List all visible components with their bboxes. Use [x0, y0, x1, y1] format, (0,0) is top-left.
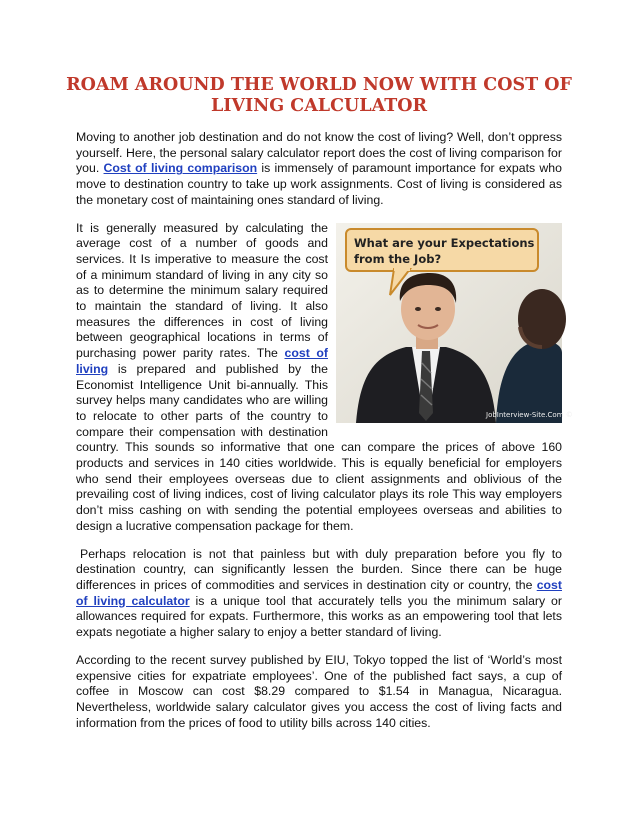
job-interview-image	[336, 223, 573, 423]
cost-of-living-calculator-link[interactable]: cost of living calculator	[76, 577, 562, 608]
paragraph-1-text-a: Moving to another job destination and do not know the cost of living? Well, don’t oppress yourself. Here, the personal salary calculator report does the cost of living comparison for you.	[76, 130, 562, 176]
paragraph-2-text-b: is prepared and published by the Economist Intelligence Unit bi-annually. This survey helps many candidates who are willing to relocate to other parts of the country to compare their compensation with destination country. This sounds so informative that one can compare the prices of above 160 products and services in 140 cities worldwide. This is equally beneficial for employers who send their employees overseas due to client assignments and oblivious of the prevailing cost of living indices, cost of living calculator plays its role This way employers don’t miss cashing on with sending the potential employees overseas and abilities to design a lucrative compensation package for them.	[76, 361, 562, 533]
bubble-line-2: from the Job?	[354, 251, 442, 266]
paragraph-1-text-b: is immensely of paramount importance for expats who move to destination country to take up work assignments. Cost of living is considered as the monetary cost of maintaining ones standard of living.	[76, 161, 562, 207]
cost-of-living-comparison-link[interactable]: Cost of living comparison	[103, 161, 258, 176]
paragraph-1	[76, 130, 562, 209]
paragraph-3-text-a: Perhaps relocation is not that painless but with duly preparation before you fly to destination country, can significantly lessen the burden. Since there can be huge differences in prices of commodities and services in destination city or country, the	[76, 546, 562, 592]
image-watermark: JobInterview-Site.Com ©	[486, 410, 573, 419]
paragraph-2	[76, 220, 573, 535]
paragraph-3	[76, 547, 562, 641]
paragraph-4: According to the recent survey published by EIU, Tokyo topped the list of ‘World’s most expensive cities for expatriate employees’. One of the published fact says, a cup of coffee in Moscow can cost $8.29 compared to $1.54 in Managua, Nicaragua. Nevertheless, worldwide salary calculator gives you access the cost of living facts and information from the prices of food to utility bills across 140 cities.	[76, 652, 562, 730]
bubble-line-1: What are your Expectations	[354, 235, 535, 250]
page-title: ROAM AROUND THE WORLD NOW WITH COST OF LIVING CALCULATOR	[66, 75, 572, 116]
paragraph-2-text-a: It is generally measured by calculating the average cost of a number of goods and services. It Is imperative to measure the cost of a minimum standard of living in any city so as to determine the minimum salary required to maintain the standard of living. It also measures the differences in cost of living between geographical locations in terms of purchasing power parity rates. The	[76, 220, 328, 361]
article-body	[76, 130, 573, 743]
cost-of-living-link[interactable]: cost of living	[76, 346, 328, 376]
paragraph-3-text-b: is a unique tool that accurately tells you the minimum salary or allowances required for expats. Furthermore, this works as an empowering tool that lets expats negotiate a higher salary to enjoy a better standard of living.	[76, 593, 562, 640]
